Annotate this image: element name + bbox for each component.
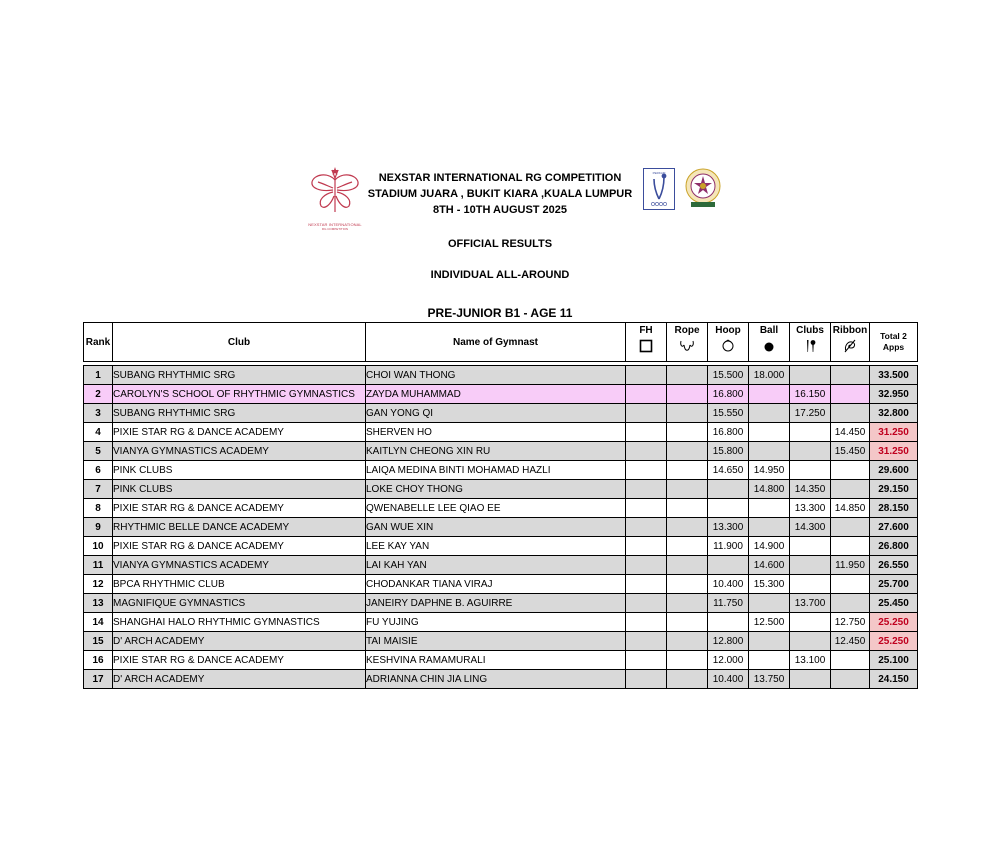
col-total-line1: Total 2	[880, 331, 907, 341]
clubs-score-cell	[790, 366, 831, 385]
federation-logo-text: PERKAM	[652, 171, 666, 175]
club-cell: SUBANG RHYTHMIC SRG	[113, 404, 366, 423]
hoop-score-cell	[708, 613, 749, 632]
hoop-score-cell	[708, 499, 749, 518]
rank-cell: 13	[84, 594, 113, 613]
rope-score-cell	[667, 442, 708, 461]
clubs-score-cell: 16.150	[790, 385, 831, 404]
col-clubs	[790, 323, 831, 362]
table-row	[84, 480, 918, 499]
gymnast-icon	[644, 169, 674, 209]
ball-score-cell: 14.900	[749, 537, 790, 556]
total-score-cell: 27.600	[870, 518, 918, 537]
results-table	[83, 322, 918, 689]
fh-score-cell	[626, 670, 667, 689]
fh-score-cell	[626, 499, 667, 518]
fh-score-cell	[626, 651, 667, 670]
ball-score-cell: 13.750	[749, 670, 790, 689]
rank-cell: 7	[84, 480, 113, 499]
rank-cell: 15	[84, 632, 113, 651]
col-total	[870, 323, 918, 362]
clubs-score-cell: 13.700	[790, 594, 831, 613]
logo-text-line1: NEXSTAR INTERNATIONAL	[308, 222, 362, 227]
table-row	[84, 651, 918, 670]
clubs-score-cell: 13.100	[790, 651, 831, 670]
header-row	[84, 323, 918, 362]
col-club: Club	[113, 323, 366, 362]
rope-score-cell	[667, 518, 708, 537]
rope-icon	[667, 339, 707, 353]
total-score-cell: 25.450	[870, 594, 918, 613]
gymnast-name-cell: KAITLYN CHEONG XIN RU	[366, 442, 626, 461]
ribbon-score-cell	[831, 461, 870, 480]
clubs-score-cell	[790, 632, 831, 651]
rope-score-cell	[667, 670, 708, 689]
table-row	[84, 556, 918, 575]
rope-score-cell	[667, 556, 708, 575]
club-cell: RHYTHMIC BELLE DANCE ACADEMY	[113, 518, 366, 537]
fh-score-cell	[626, 613, 667, 632]
club-cell: D' ARCH ACADEMY	[113, 632, 366, 651]
rank-cell: 2	[84, 385, 113, 404]
total-score-cell: 25.250	[870, 613, 918, 632]
club-cell: PIXIE STAR RG & DANCE ACADEMY	[113, 499, 366, 518]
gymnast-name-cell: LAIQA MEDINA BINTI MOHAMAD HAZLI	[366, 461, 626, 480]
ribbon-score-cell	[831, 480, 870, 499]
table-row	[84, 632, 918, 651]
ball-score-cell	[749, 518, 790, 537]
fh-score-cell	[626, 575, 667, 594]
hoop-score-cell	[708, 480, 749, 499]
rank-cell: 16	[84, 651, 113, 670]
gymnast-name-cell: TAI MAISIE	[366, 632, 626, 651]
table-row	[84, 442, 918, 461]
clubs-score-cell	[790, 670, 831, 689]
rank-cell: 3	[84, 404, 113, 423]
club-cell: VIANYA GYMNASTICS ACADEMY	[113, 442, 366, 461]
club-cell: SUBANG RHYTHMIC SRG	[113, 366, 366, 385]
col-hoop	[708, 323, 749, 362]
total-score-cell: 28.150	[870, 499, 918, 518]
ribbon-score-cell: 15.450	[831, 442, 870, 461]
ribbon-score-cell: 12.450	[831, 632, 870, 651]
ball-score-cell	[749, 651, 790, 670]
rank-cell: 6	[84, 461, 113, 480]
title-line2: STADIUM JUARA , BUKIT KIARA ,KUALA LUMPUR	[367, 188, 633, 200]
hoop-score-cell: 12.800	[708, 632, 749, 651]
club-cell: SHANGHAI HALO RHYTHMIC GYMNASTICS	[113, 613, 366, 632]
table-row	[84, 575, 918, 594]
event-heading: INDIVIDUAL ALL-AROUND	[430, 269, 570, 281]
col-rope	[667, 323, 708, 362]
rank-cell: 8	[84, 499, 113, 518]
ribbon-score-cell	[831, 385, 870, 404]
official-results-heading: OFFICIAL RESULTS	[447, 238, 553, 250]
ribbon-score-cell	[831, 575, 870, 594]
col-name: Name of Gymnast	[366, 323, 626, 362]
club-cell: CAROLYN'S SCHOOL OF RHYTHMIC GYMNASTICS	[113, 385, 366, 404]
clubs-score-cell	[790, 575, 831, 594]
table-row	[84, 518, 918, 537]
col-total-line2: Apps	[882, 342, 905, 352]
gymnast-name-cell: ZAYDA MUHAMMAD	[366, 385, 626, 404]
ball-score-cell: 14.950	[749, 461, 790, 480]
table-row	[84, 366, 918, 385]
col-ball	[749, 323, 790, 362]
hoop-score-cell: 11.750	[708, 594, 749, 613]
rank-cell: 10	[84, 537, 113, 556]
gymnast-name-cell: GAN WUE XIN	[366, 518, 626, 537]
fh-score-cell	[626, 385, 667, 404]
hoop-score-cell: 12.000	[708, 651, 749, 670]
total-score-cell: 31.250	[870, 423, 918, 442]
table-row	[84, 385, 918, 404]
col-rope-label: Rope	[674, 325, 700, 336]
gymnast-name-cell: FU YUJING	[366, 613, 626, 632]
federation-logo	[643, 168, 675, 210]
clubs-score-cell	[790, 461, 831, 480]
rope-score-cell	[667, 480, 708, 499]
club-cell: PINK CLUBS	[113, 480, 366, 499]
hoop-score-cell: 11.900	[708, 537, 749, 556]
ball-score-cell	[749, 385, 790, 404]
rank-cell: 11	[84, 556, 113, 575]
col-clubs-label: Clubs	[796, 325, 824, 336]
competition-title	[360, 170, 640, 218]
ribbon-score-cell	[831, 651, 870, 670]
col-hoop-label: Hoop	[715, 325, 741, 336]
clubs-score-cell: 14.350	[790, 480, 831, 499]
clubs-score-cell	[790, 442, 831, 461]
fh-score-cell	[626, 366, 667, 385]
table-row	[84, 594, 918, 613]
col-fh	[626, 323, 667, 362]
club-cell: PINK CLUBS	[113, 461, 366, 480]
total-score-cell: 29.600	[870, 461, 918, 480]
hoop-score-cell: 15.800	[708, 442, 749, 461]
title-line1: NEXSTAR INTERNATIONAL RG COMPETITION	[378, 172, 622, 184]
rope-score-cell	[667, 423, 708, 442]
clubs-score-cell: 14.300	[790, 518, 831, 537]
table-row	[84, 404, 918, 423]
hoop-score-cell: 13.300	[708, 518, 749, 537]
fh-score-cell	[626, 537, 667, 556]
club-cell: BPCA RHYTHMIC CLUB	[113, 575, 366, 594]
ribbon-score-cell	[831, 404, 870, 423]
fh-score-cell	[626, 404, 667, 423]
hoop-score-cell: 16.800	[708, 423, 749, 442]
ball-score-cell: 14.800	[749, 480, 790, 499]
club-cell: D' ARCH ACADEMY	[113, 670, 366, 689]
col-ribbon-label: Ribbon	[832, 325, 868, 336]
ribbon-score-cell	[831, 537, 870, 556]
rope-score-cell	[667, 366, 708, 385]
category-heading: PRE-JUNIOR B1 - AGE 11	[427, 306, 573, 320]
gymnast-name-cell: GAN YONG QI	[366, 404, 626, 423]
ball-icon	[749, 339, 789, 353]
total-score-cell: 31.250	[870, 442, 918, 461]
clubs-score-cell: 13.300	[790, 499, 831, 518]
total-score-cell: 26.800	[870, 537, 918, 556]
ball-score-cell: 14.600	[749, 556, 790, 575]
rope-score-cell	[667, 651, 708, 670]
hoop-icon	[708, 339, 748, 353]
club-cell: PIXIE STAR RG & DANCE ACADEMY	[113, 537, 366, 556]
rope-score-cell	[667, 537, 708, 556]
col-fh-label: FH	[639, 325, 653, 336]
results-body	[84, 366, 918, 689]
seal-icon	[683, 166, 723, 210]
table-row	[84, 537, 918, 556]
ball-score-cell: 15.300	[749, 575, 790, 594]
total-score-cell: 25.100	[870, 651, 918, 670]
ribbon-score-cell	[831, 670, 870, 689]
ball-score-cell	[749, 499, 790, 518]
rope-score-cell	[667, 632, 708, 651]
total-score-cell: 25.700	[870, 575, 918, 594]
hoop-score-cell: 15.500	[708, 366, 749, 385]
ball-score-cell: 18.000	[749, 366, 790, 385]
club-cell: MAGNIFIQUE GYMNASTICS	[113, 594, 366, 613]
club-cell: PIXIE STAR RG & DANCE ACADEMY	[113, 651, 366, 670]
rope-score-cell	[667, 499, 708, 518]
ribbon-score-cell: 14.850	[831, 499, 870, 518]
club-cell: PIXIE STAR RG & DANCE ACADEMY	[113, 423, 366, 442]
hoop-score-cell: 10.400	[708, 670, 749, 689]
ribbon-score-cell: 12.750	[831, 613, 870, 632]
hoop-score-cell: 10.400	[708, 575, 749, 594]
ball-score-cell: 12.500	[749, 613, 790, 632]
fh-score-cell	[626, 423, 667, 442]
total-score-cell: 25.250	[870, 632, 918, 651]
gymnast-name-cell: ADRIANNA CHIN JIA LING	[366, 670, 626, 689]
gymnast-name-cell: LEE KAY YAN	[366, 537, 626, 556]
total-score-cell: 32.800	[870, 404, 918, 423]
clubs-score-cell	[790, 537, 831, 556]
col-ribbon	[831, 323, 870, 362]
gymnast-name-cell: SHERVEN HO	[366, 423, 626, 442]
ball-score-cell	[749, 423, 790, 442]
total-score-cell: 24.150	[870, 670, 918, 689]
gymnast-name-cell: JANEIRY DAPHNE B. AGUIRRE	[366, 594, 626, 613]
rank-cell: 5	[84, 442, 113, 461]
square-icon	[626, 339, 666, 353]
rope-score-cell	[667, 575, 708, 594]
gymnast-name-cell: QWENABELLE LEE QIAO EE	[366, 499, 626, 518]
rope-score-cell	[667, 613, 708, 632]
gymnast-name-cell: KESHVINA RAMAMURALI	[366, 651, 626, 670]
rank-cell: 1	[84, 366, 113, 385]
fh-score-cell	[626, 594, 667, 613]
total-score-cell: 29.150	[870, 480, 918, 499]
gymnast-name-cell: LOKE CHOY THONG	[366, 480, 626, 499]
ball-score-cell	[749, 632, 790, 651]
rope-score-cell	[667, 594, 708, 613]
hoop-score-cell: 16.800	[708, 385, 749, 404]
rank-cell: 4	[84, 423, 113, 442]
hoop-score-cell	[708, 556, 749, 575]
header	[0, 160, 1000, 230]
table-row	[84, 461, 918, 480]
clubs-score-cell	[790, 556, 831, 575]
col-rank: Rank	[84, 323, 113, 362]
table-row	[84, 670, 918, 689]
gymnast-name-cell: CHODANKAR TIANA VIRAJ	[366, 575, 626, 594]
clubs-score-cell	[790, 613, 831, 632]
fh-score-cell	[626, 556, 667, 575]
ribbon-score-cell	[831, 518, 870, 537]
fh-score-cell	[626, 442, 667, 461]
ball-score-cell	[749, 404, 790, 423]
table-row	[84, 423, 918, 442]
butterfly-icon	[306, 166, 364, 222]
rope-score-cell	[667, 461, 708, 480]
clubs-icon	[790, 339, 830, 353]
clubs-score-cell: 17.250	[790, 404, 831, 423]
col-ball-label: Ball	[759, 325, 779, 336]
gymnast-name-cell: CHOI WAN THONG	[366, 366, 626, 385]
ribbon-icon	[831, 339, 869, 353]
rope-score-cell	[667, 404, 708, 423]
ribbon-score-cell	[831, 594, 870, 613]
rank-cell: 12	[84, 575, 113, 594]
logo-text-line2: RG COMPETITION	[321, 227, 349, 231]
rank-cell: 17	[84, 670, 113, 689]
total-score-cell: 33.500	[870, 366, 918, 385]
rank-cell: 9	[84, 518, 113, 537]
table-row	[84, 613, 918, 632]
hoop-score-cell: 14.650	[708, 461, 749, 480]
rope-score-cell	[667, 385, 708, 404]
fh-score-cell	[626, 518, 667, 537]
clubs-score-cell	[790, 423, 831, 442]
title-line3: 8TH - 10TH AUGUST 2025	[432, 204, 568, 216]
fh-score-cell	[626, 461, 667, 480]
nexstar-logo	[306, 166, 364, 238]
ball-score-cell	[749, 594, 790, 613]
total-score-cell: 32.950	[870, 385, 918, 404]
ribbon-score-cell: 11.950	[831, 556, 870, 575]
ball-score-cell	[749, 442, 790, 461]
ribbon-score-cell: 14.450	[831, 423, 870, 442]
rank-cell: 14	[84, 613, 113, 632]
table-row	[84, 499, 918, 518]
ribbon-score-cell	[831, 366, 870, 385]
seal-logo	[683, 166, 723, 210]
hoop-score-cell: 15.550	[708, 404, 749, 423]
gymnast-name-cell: LAI KAH YAN	[366, 556, 626, 575]
total-score-cell: 26.550	[870, 556, 918, 575]
fh-score-cell	[626, 632, 667, 651]
club-cell: VIANYA GYMNASTICS ACADEMY	[113, 556, 366, 575]
fh-score-cell	[626, 480, 667, 499]
